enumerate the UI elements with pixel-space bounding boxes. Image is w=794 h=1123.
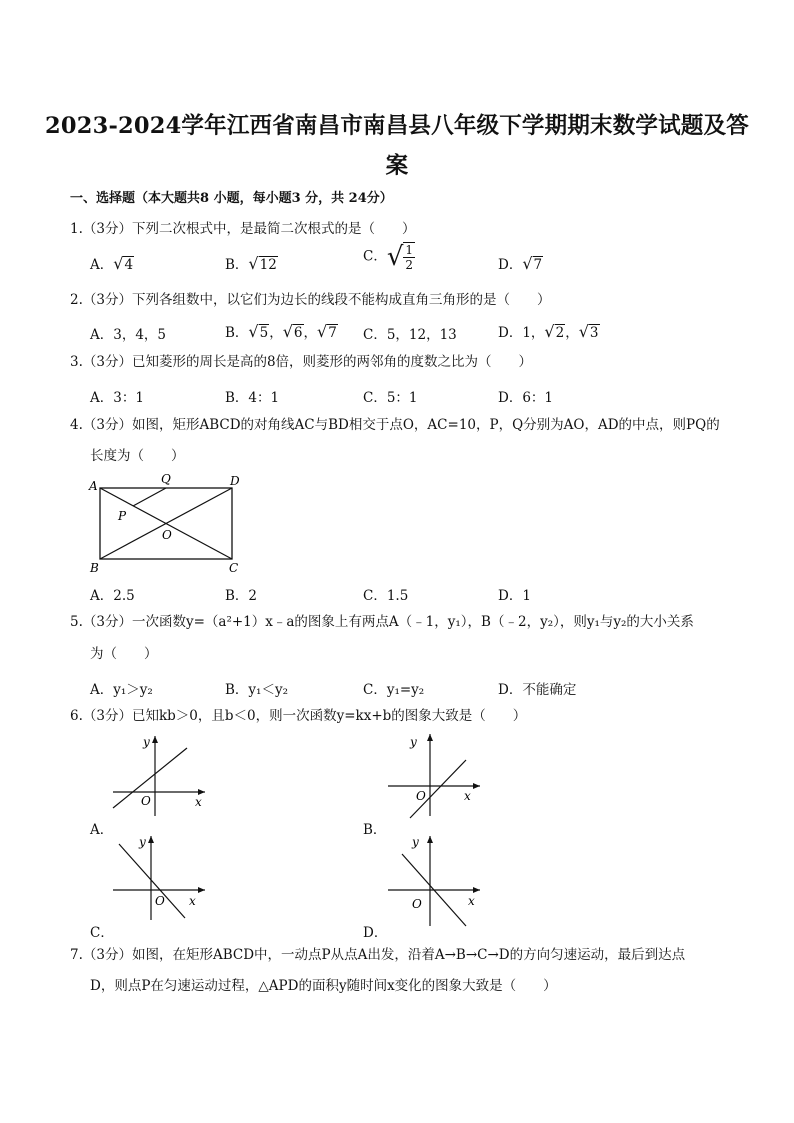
label-a: A xyxy=(89,479,98,493)
label-d: D xyxy=(230,474,240,488)
q3-stem: 3.（3分）已知菱形的周长是高的8倍，则菱形的两邻角的度数之比为（ ） xyxy=(70,354,533,370)
q1-option-b[interactable]: B．√12 xyxy=(225,254,277,273)
q6-stem: 6.（3分）已知kb＞0，且b＜0，则一次函数y=kx+b的图象大致是（ ） xyxy=(70,708,527,724)
q7-stem-line1: 7.（3分）如图，在矩形ABCD中，一动点P从点A出发，沿着A→B→C→D的方向匀速运动，最后到达点 xyxy=(70,947,686,963)
q2-option-b[interactable]: B．√5，√6，√7 xyxy=(225,322,337,341)
q3-option-b[interactable]: B．4：1 xyxy=(225,390,280,406)
q5-stem-line2: 为（ ） xyxy=(90,646,158,662)
q2-option-d-radicand-1: 2 xyxy=(555,325,565,341)
q6-graph-d[interactable] xyxy=(380,832,490,927)
q2-stem: 2.（3分）下列各组数中，以它们为边长的线段不能构成直角三角形的是（ ） xyxy=(70,292,551,308)
svg-text:y: y xyxy=(143,735,150,749)
q2-option-d-label: D．1， xyxy=(498,325,545,341)
q5-stem-line1: 5.（3分）一次函数y=（a²+1）x﹣a的图象上有两点A（﹣1，y₁），B（﹣2，y₂），则y₁与y₂的大小关系 xyxy=(70,614,694,630)
section-header-choice: 一、选择题（本大题共8 小题，每小题3 分，共 24分） xyxy=(70,191,393,206)
q6-graph-b[interactable] xyxy=(380,730,490,820)
q4-stem-line1: 4.（3分）如图，矩形ABCD的对角线AC与BD相交于点O，AC=10，P，Q分别为AO，AD的中点，则PQ的 xyxy=(70,417,720,433)
q2-option-c[interactable]: C．5，12，13 xyxy=(363,327,457,343)
q6-graph-a[interactable] xyxy=(105,730,215,820)
q1-option-a-label: A． xyxy=(90,257,114,273)
q4-option-b[interactable]: B．2 xyxy=(225,588,258,604)
q4-rectangle-figure xyxy=(85,470,250,578)
svg-text:x: x xyxy=(195,795,202,809)
q1-option-d-radicand: 7 xyxy=(533,257,543,273)
q2-option-b-radicand-1: 5 xyxy=(259,325,269,341)
q4-option-c[interactable]: C．1.5 xyxy=(363,588,409,604)
label-q: Q xyxy=(161,472,171,486)
svg-text:O: O xyxy=(416,789,426,803)
q5-option-a[interactable]: A．y₁＞y₂ xyxy=(90,682,153,698)
q6-option-a[interactable]: A． xyxy=(90,822,114,838)
q2-option-b-radicand-3: 7 xyxy=(328,325,337,341)
q6-option-d[interactable]: D． xyxy=(363,925,388,941)
q4-stem-line2: 长度为（ ） xyxy=(90,448,185,464)
svg-text:O: O xyxy=(412,897,422,911)
q1-option-a-radicand: 4 xyxy=(124,257,134,273)
label-c: C xyxy=(229,561,239,575)
q2-option-d[interactable]: D．1，√2，√3 xyxy=(498,322,599,341)
q2-option-d-radicand-2: 3 xyxy=(589,325,599,341)
q3-option-c[interactable]: C．5：1 xyxy=(363,390,418,406)
q1-option-b-label: B． xyxy=(225,257,249,273)
svg-text:x: x xyxy=(468,894,475,908)
svg-text:y: y xyxy=(139,835,146,849)
q1-option-a[interactable]: A．√4 xyxy=(90,254,134,273)
q5-option-c[interactable]: C．y₁=y₂ xyxy=(363,682,425,698)
svg-text:y: y xyxy=(412,835,419,849)
label-p: P xyxy=(118,509,127,523)
q4-option-d[interactable]: D．1 xyxy=(498,588,531,604)
paper-title-line1: 2023-2024学年江西省南昌市南昌县八年级下学期期末数学试题及答 xyxy=(45,113,749,139)
q3-option-d[interactable]: D．6：1 xyxy=(498,390,554,406)
svg-text:x: x xyxy=(464,789,471,803)
q1-option-d-label: D． xyxy=(498,257,523,273)
q1-option-c-label: C． xyxy=(363,248,387,265)
q7-stem-line2: D，则点P在匀速运动过程，△APD的面积y随时间x变化的图象大致是（ ） xyxy=(90,978,557,994)
q1-option-b-radicand: 12 xyxy=(259,257,277,273)
svg-text:O: O xyxy=(155,894,165,908)
q6-option-c[interactable]: C． xyxy=(90,925,114,941)
q2-option-a[interactable]: A．3，4，5 xyxy=(90,327,167,343)
q6-option-b[interactable]: B． xyxy=(363,822,387,838)
q4-option-a[interactable]: A．2.5 xyxy=(90,588,135,604)
svg-text:O: O xyxy=(141,794,151,808)
q2-option-b-label: B． xyxy=(225,325,249,341)
q3-option-a[interactable]: A．3：1 xyxy=(90,390,144,406)
label-o: O xyxy=(162,528,172,542)
label-b: B xyxy=(90,561,99,575)
segment-pq xyxy=(133,488,166,506)
svg-text:y: y xyxy=(410,735,417,749)
q1-stem: 1.（3分）下列二次根式中，是最简二次根式的是（ ） xyxy=(70,221,416,237)
svg-text:x: x xyxy=(189,894,196,908)
q5-option-d[interactable]: D．不能确定 xyxy=(498,682,577,698)
paper-title-line2: 案 xyxy=(385,153,409,179)
q5-option-b[interactable]: B．y₁＜y₂ xyxy=(225,682,288,698)
graph-c-line xyxy=(119,844,185,918)
q1-option-c-fraction: $\frac{1}{2}$ xyxy=(405,243,414,272)
q1-option-c[interactable]: C．√ $\frac{1}{2}$ xyxy=(363,242,414,272)
q2-option-b-radicand-2: 6 xyxy=(293,325,303,341)
q1-option-d[interactable]: D．√7 xyxy=(498,254,543,273)
q6-graph-c[interactable] xyxy=(105,832,215,922)
